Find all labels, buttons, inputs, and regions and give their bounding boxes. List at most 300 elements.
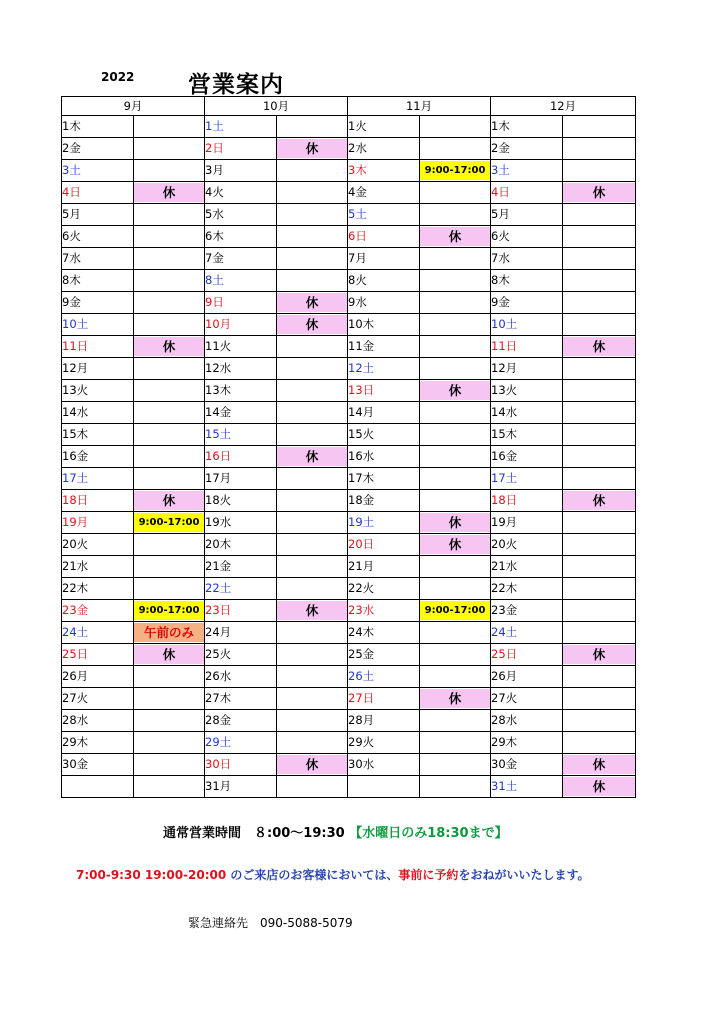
day-cell: 8木	[62, 270, 134, 292]
closed-badge: 休	[134, 645, 204, 664]
status-cell	[134, 424, 205, 446]
day-cell: 28金	[205, 710, 277, 732]
calendar-row	[62, 160, 636, 182]
calendar-row	[62, 578, 636, 600]
day-cell: 16日	[205, 446, 277, 468]
emergency-contact: 緊急連絡先 090-5088-5079	[188, 916, 353, 930]
status-cell	[277, 468, 348, 490]
calendar-row	[62, 600, 636, 622]
status-cell	[563, 292, 636, 314]
day-cell: 9金	[491, 292, 563, 314]
day-cell: 10月	[205, 314, 277, 336]
day-cell: 21水	[62, 556, 134, 578]
status-cell	[420, 358, 491, 380]
status-cell	[563, 380, 636, 402]
day-cell: 10土	[491, 314, 563, 336]
status-cell	[563, 116, 636, 138]
day-cell: 28水	[491, 710, 563, 732]
closed-badge: 休	[563, 491, 635, 510]
status-cell	[134, 446, 205, 468]
status-cell	[134, 292, 205, 314]
day-cell: 7月	[348, 248, 420, 270]
calendar-row	[62, 248, 636, 270]
month-header-row	[62, 97, 636, 116]
day-cell: 24土	[62, 622, 134, 644]
status-cell	[563, 248, 636, 270]
day-cell: 20火	[491, 534, 563, 556]
status-cell	[420, 336, 491, 358]
day-cell: 24木	[348, 622, 420, 644]
morning-only-badge: 午前のみ	[134, 623, 204, 642]
closed-badge: 休	[420, 689, 490, 708]
status-cell	[420, 490, 491, 512]
day-cell: 8火	[348, 270, 420, 292]
calendar-row	[62, 424, 636, 446]
day-cell: 30金	[62, 754, 134, 776]
status-cell	[563, 358, 636, 380]
day-cell: 1火	[348, 116, 420, 138]
day-cell: 5月	[62, 204, 134, 226]
status-cell	[277, 182, 348, 204]
status-cell	[563, 204, 636, 226]
day-cell: 22木	[62, 578, 134, 600]
status-cell	[563, 556, 636, 578]
status-cell	[277, 776, 348, 798]
status-cell	[134, 160, 205, 182]
status-cell	[277, 644, 348, 666]
day-cell: 6火	[491, 226, 563, 248]
status-cell	[420, 248, 491, 270]
month-header: 11月	[348, 97, 491, 116]
status-cell	[563, 336, 636, 358]
day-cell: 16金	[491, 446, 563, 468]
status-cell	[563, 314, 636, 336]
status-cell	[277, 424, 348, 446]
day-cell: 23金	[62, 600, 134, 622]
status-cell	[563, 666, 636, 688]
status-cell	[563, 402, 636, 424]
business-calendar	[61, 96, 636, 798]
day-cell: 2金	[62, 138, 134, 160]
status-cell	[277, 248, 348, 270]
status-cell	[134, 710, 205, 732]
regular-hours-label: 通常営業時間 ８:00～19:30	[163, 826, 350, 841]
day-cell: 19土	[348, 512, 420, 534]
day-cell: 14月	[348, 402, 420, 424]
status-cell	[134, 490, 205, 512]
status-cell	[277, 710, 348, 732]
day-cell: 19月	[491, 512, 563, 534]
status-cell	[277, 754, 348, 776]
day-cell: 20火	[62, 534, 134, 556]
day-cell: 25日	[62, 644, 134, 666]
day-cell: 26月	[62, 666, 134, 688]
status-cell	[134, 688, 205, 710]
day-cell: 16金	[62, 446, 134, 468]
status-cell	[420, 116, 491, 138]
status-cell	[420, 644, 491, 666]
day-cell: 13火	[62, 380, 134, 402]
status-cell	[277, 226, 348, 248]
status-cell	[563, 512, 636, 534]
status-cell	[563, 754, 636, 776]
day-cell: 25火	[205, 644, 277, 666]
status-cell	[420, 424, 491, 446]
day-cell: 5水	[205, 204, 277, 226]
status-cell	[277, 204, 348, 226]
hours-badge: 9:00-17:00	[134, 601, 204, 620]
regular-hours	[163, 822, 508, 841]
day-cell: 22木	[491, 578, 563, 600]
day-cell: 21水	[491, 556, 563, 578]
day-cell: 22土	[205, 578, 277, 600]
status-cell	[563, 160, 636, 182]
day-cell: 15火	[348, 424, 420, 446]
month-header: 10月	[205, 97, 348, 116]
day-cell: 25金	[348, 644, 420, 666]
day-cell: 12水	[205, 358, 277, 380]
hours-badge: 9:00-17:00	[134, 513, 204, 532]
status-cell	[277, 622, 348, 644]
status-cell	[134, 314, 205, 336]
status-cell	[420, 600, 491, 622]
closed-badge: 休	[134, 183, 204, 202]
calendar-row	[62, 622, 636, 644]
day-cell: 31土	[491, 776, 563, 798]
day-cell: 5月	[491, 204, 563, 226]
calendar-row	[62, 182, 636, 204]
day-cell: 13木	[205, 380, 277, 402]
day-cell: 22火	[348, 578, 420, 600]
day-cell: 30日	[205, 754, 277, 776]
day-cell: 28月	[348, 710, 420, 732]
status-cell	[277, 688, 348, 710]
status-cell	[134, 138, 205, 160]
status-cell	[420, 754, 491, 776]
wednesday-hours-note: 【水曜日のみ18:30まで】	[349, 826, 508, 841]
notice-times: 7:00-9:30 19:00-20:00	[76, 868, 231, 882]
day-cell: 8土	[205, 270, 277, 292]
day-cell: 18日	[62, 490, 134, 512]
day-cell: 14金	[205, 402, 277, 424]
status-cell	[420, 292, 491, 314]
status-cell	[420, 138, 491, 160]
day-cell: 7金	[205, 248, 277, 270]
calendar-row	[62, 380, 636, 402]
calendar-row	[62, 336, 636, 358]
day-cell: 28水	[62, 710, 134, 732]
status-cell	[277, 270, 348, 292]
status-cell	[134, 468, 205, 490]
status-cell	[134, 182, 205, 204]
day-cell: 23水	[348, 600, 420, 622]
status-cell	[134, 380, 205, 402]
day-cell: 12土	[348, 358, 420, 380]
day-cell: 14水	[62, 402, 134, 424]
status-cell	[134, 402, 205, 424]
calendar-row	[62, 754, 636, 776]
day-cell: 3土	[62, 160, 134, 182]
status-cell	[563, 226, 636, 248]
closed-badge: 休	[420, 535, 490, 554]
status-cell	[563, 710, 636, 732]
calendar-row	[62, 644, 636, 666]
status-cell	[134, 776, 205, 798]
day-cell: 15木	[491, 424, 563, 446]
day-cell	[62, 776, 134, 798]
day-cell: 7水	[491, 248, 563, 270]
hours-badge: 9:00-17:00	[420, 601, 490, 620]
status-cell	[420, 732, 491, 754]
status-cell	[420, 314, 491, 336]
calendar-row	[62, 270, 636, 292]
status-cell	[563, 578, 636, 600]
day-cell: 13日	[348, 380, 420, 402]
reservation-notice	[76, 866, 589, 883]
day-cell: 3木	[348, 160, 420, 182]
status-cell	[420, 270, 491, 292]
status-cell	[277, 534, 348, 556]
status-cell	[420, 226, 491, 248]
status-cell	[277, 138, 348, 160]
status-cell	[563, 446, 636, 468]
status-cell	[563, 424, 636, 446]
status-cell	[277, 512, 348, 534]
day-cell: 27火	[491, 688, 563, 710]
calendar-row	[62, 556, 636, 578]
status-cell	[420, 578, 491, 600]
status-cell	[134, 226, 205, 248]
day-cell: 9水	[348, 292, 420, 314]
status-cell	[420, 710, 491, 732]
closed-badge: 休	[134, 491, 204, 510]
day-cell: 2日	[205, 138, 277, 160]
status-cell	[420, 534, 491, 556]
status-cell	[134, 556, 205, 578]
day-cell: 11金	[348, 336, 420, 358]
status-cell	[134, 622, 205, 644]
day-cell: 29木	[491, 732, 563, 754]
status-cell	[134, 336, 205, 358]
status-cell	[277, 446, 348, 468]
day-cell: 4日	[491, 182, 563, 204]
status-cell	[134, 358, 205, 380]
day-cell: 6木	[205, 226, 277, 248]
status-cell	[420, 556, 491, 578]
day-cell: 14水	[491, 402, 563, 424]
closed-badge: 休	[563, 755, 635, 774]
day-cell: 2水	[348, 138, 420, 160]
status-cell	[277, 314, 348, 336]
status-cell	[563, 732, 636, 754]
day-cell: 29土	[205, 732, 277, 754]
status-cell	[563, 534, 636, 556]
calendar-row	[62, 292, 636, 314]
status-cell	[563, 138, 636, 160]
status-cell	[277, 160, 348, 182]
day-cell: 4火	[205, 182, 277, 204]
status-cell	[563, 622, 636, 644]
day-cell: 6火	[62, 226, 134, 248]
status-cell	[134, 578, 205, 600]
day-cell: 6日	[348, 226, 420, 248]
closed-badge: 休	[563, 183, 635, 202]
calendar-row	[62, 490, 636, 512]
day-cell: 15木	[62, 424, 134, 446]
day-cell: 27火	[62, 688, 134, 710]
calendar-row	[62, 446, 636, 468]
status-cell	[134, 600, 205, 622]
status-cell	[563, 468, 636, 490]
day-cell: 9日	[205, 292, 277, 314]
calendar-row	[62, 226, 636, 248]
day-cell: 16水	[348, 446, 420, 468]
status-cell	[277, 292, 348, 314]
status-cell	[563, 182, 636, 204]
closed-badge: 休	[277, 601, 347, 620]
day-cell: 20木	[205, 534, 277, 556]
day-cell: 29木	[62, 732, 134, 754]
day-cell: 17月	[205, 468, 277, 490]
day-cell: 27木	[205, 688, 277, 710]
status-cell	[277, 336, 348, 358]
status-cell	[134, 512, 205, 534]
status-cell	[563, 490, 636, 512]
status-cell	[563, 600, 636, 622]
day-cell: 23日	[205, 600, 277, 622]
day-cell: 17土	[491, 468, 563, 490]
status-cell	[277, 358, 348, 380]
status-cell	[420, 666, 491, 688]
day-cell	[348, 776, 420, 798]
status-cell	[134, 666, 205, 688]
closed-badge: 休	[420, 381, 490, 400]
status-cell	[277, 578, 348, 600]
status-cell	[134, 754, 205, 776]
calendar-row	[62, 358, 636, 380]
day-cell: 19月	[62, 512, 134, 534]
status-cell	[134, 644, 205, 666]
closed-badge: 休	[420, 513, 490, 532]
closed-badge: 休	[563, 645, 635, 664]
status-cell	[277, 732, 348, 754]
day-cell: 3土	[491, 160, 563, 182]
status-cell	[277, 666, 348, 688]
calendar-row	[62, 314, 636, 336]
day-cell: 13火	[491, 380, 563, 402]
calendar-row	[62, 116, 636, 138]
day-cell: 15土	[205, 424, 277, 446]
day-cell: 21月	[348, 556, 420, 578]
day-cell: 18火	[205, 490, 277, 512]
status-cell	[420, 776, 491, 798]
day-cell: 8木	[491, 270, 563, 292]
status-cell	[277, 490, 348, 512]
status-cell	[277, 116, 348, 138]
closed-badge: 休	[277, 293, 347, 312]
day-cell: 2金	[491, 138, 563, 160]
status-cell	[277, 380, 348, 402]
notice-text-3: をおねがいいたします。	[458, 868, 590, 882]
calendar-row	[62, 468, 636, 490]
day-cell: 10木	[348, 314, 420, 336]
day-cell: 9金	[62, 292, 134, 314]
month-header: 12月	[491, 97, 636, 116]
status-cell	[563, 776, 636, 798]
day-cell: 11日	[62, 336, 134, 358]
status-cell	[277, 402, 348, 424]
day-cell: 1木	[62, 116, 134, 138]
day-cell: 1木	[491, 116, 563, 138]
day-cell: 25日	[491, 644, 563, 666]
status-cell	[134, 270, 205, 292]
status-cell	[563, 644, 636, 666]
day-cell: 7水	[62, 248, 134, 270]
status-cell	[420, 204, 491, 226]
status-cell	[134, 732, 205, 754]
closed-badge: 休	[277, 755, 347, 774]
day-cell: 27日	[348, 688, 420, 710]
day-cell: 10土	[62, 314, 134, 336]
calendar-row	[62, 666, 636, 688]
calendar-row	[62, 512, 636, 534]
day-cell: 23金	[491, 600, 563, 622]
status-cell	[277, 556, 348, 578]
status-cell	[420, 182, 491, 204]
day-cell: 11日	[491, 336, 563, 358]
closed-badge: 休	[134, 337, 204, 356]
day-cell: 11火	[205, 336, 277, 358]
day-cell: 21金	[205, 556, 277, 578]
closed-badge: 休	[563, 777, 635, 796]
calendar-row	[62, 688, 636, 710]
status-cell	[134, 204, 205, 226]
closed-badge: 休	[420, 227, 490, 246]
status-cell	[563, 270, 636, 292]
status-cell	[420, 380, 491, 402]
status-cell	[420, 446, 491, 468]
notice-text-1: のご来店のお客様においては、	[230, 868, 399, 882]
day-cell: 18金	[348, 490, 420, 512]
day-cell: 20日	[348, 534, 420, 556]
calendar-row	[62, 138, 636, 160]
status-cell	[134, 116, 205, 138]
day-cell: 3月	[205, 160, 277, 182]
day-cell: 30水	[348, 754, 420, 776]
day-cell: 26土	[348, 666, 420, 688]
status-cell	[420, 160, 491, 182]
year-label: 2022	[101, 70, 135, 84]
status-cell	[277, 600, 348, 622]
hours-badge: 9:00-17:00	[420, 161, 490, 180]
calendar-row	[62, 534, 636, 556]
status-cell	[563, 688, 636, 710]
status-cell	[420, 468, 491, 490]
day-cell: 4日	[62, 182, 134, 204]
status-cell	[420, 622, 491, 644]
page-title: 営業案内	[188, 72, 284, 98]
day-cell: 17木	[348, 468, 420, 490]
day-cell: 30金	[491, 754, 563, 776]
notice-text-2: 事前に予約	[398, 868, 459, 882]
day-cell: 4金	[348, 182, 420, 204]
calendar-row	[62, 402, 636, 424]
calendar-row	[62, 204, 636, 226]
closed-badge: 休	[277, 315, 347, 334]
status-cell	[420, 402, 491, 424]
day-cell: 26水	[205, 666, 277, 688]
day-cell: 24土	[491, 622, 563, 644]
